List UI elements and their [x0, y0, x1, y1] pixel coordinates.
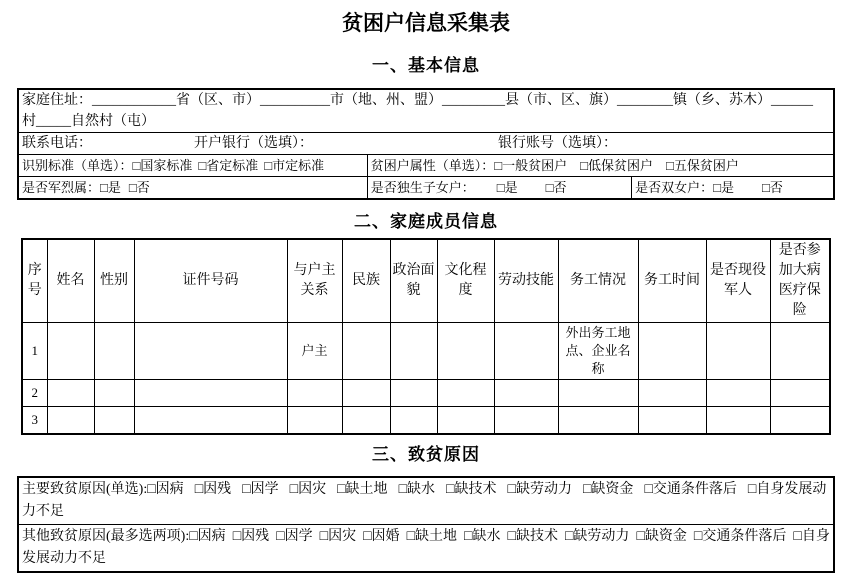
section-heading-basic: 一、基本信息 [372, 56, 480, 75]
household-attribute-cell [367, 155, 834, 177]
checkbox-option[interactable]: □缺技术 [446, 481, 497, 497]
two-daughter-label: 是否双女户： [635, 180, 714, 195]
checkbox-option[interactable]: □因病 [189, 528, 226, 544]
basic-info-table [17, 88, 835, 200]
poverty-causes-table [17, 476, 835, 573]
member-cell[interactable] [94, 380, 134, 407]
other-cause-label: 其他致贫原因(最多选两项): [22, 528, 190, 544]
checkbox-option[interactable]: □因灾 [289, 481, 327, 497]
bank-label: 开户银行（选填）： [194, 136, 313, 151]
member-cell[interactable] [558, 407, 638, 434]
checkbox-option[interactable]: □缺劳动力 [564, 528, 630, 544]
member-cell[interactable] [638, 323, 706, 380]
member-cell[interactable] [494, 323, 558, 380]
checkbox-option[interactable]: □省定标准 [198, 158, 259, 173]
member-header-cell: 是否现役军人 [706, 239, 770, 323]
member-header-cell: 序号 [22, 239, 47, 323]
checkbox-option[interactable]: □交通条件落后 [693, 528, 787, 544]
checkbox-option[interactable]: □缺水 [398, 481, 436, 497]
member-header-cell: 务工时间 [638, 239, 706, 323]
member-header-cell: 是否参加大病医疗保险 [770, 239, 830, 323]
member-header-cell: 民族 [342, 239, 390, 323]
member-header-cell: 性别 [94, 239, 134, 323]
section-heading-causes: 三、致贫原因 [372, 444, 480, 464]
member-cell[interactable] [134, 407, 287, 434]
checkbox-option[interactable]: □否 [128, 180, 150, 195]
checkbox-option[interactable]: □一般贫困户 [494, 158, 568, 173]
contact-field[interactable] [18, 133, 834, 155]
military-label: 是否军烈属： [22, 180, 101, 195]
member-row [22, 407, 830, 434]
member-header-cell: 劳动技能 [494, 239, 558, 323]
member-header-cell: 文化程度 [437, 239, 494, 323]
member-cell[interactable] [437, 323, 494, 380]
member-cell[interactable] [287, 380, 342, 407]
member-cell[interactable] [390, 407, 437, 434]
member-cell[interactable]: 户主 [287, 323, 342, 380]
phone-label: 联系电话： [22, 136, 92, 151]
checkbox-option[interactable]: □是 [100, 180, 121, 195]
family-members-table [21, 238, 831, 435]
member-cell[interactable] [390, 380, 437, 407]
member-cell[interactable] [342, 323, 390, 380]
other-cause-cell [18, 524, 834, 572]
checkbox-option[interactable]: □缺水 [464, 528, 501, 544]
checkbox-option[interactable]: □缺资金 [636, 528, 687, 544]
checkbox-option[interactable]: □自身发展动力不足 [22, 528, 830, 566]
checkbox-option[interactable]: □因病 [147, 481, 184, 497]
member-cell[interactable] [134, 380, 287, 407]
member-cell[interactable] [342, 407, 390, 434]
checkbox-option[interactable]: □因学 [242, 481, 279, 497]
member-header-cell: 姓名 [47, 239, 94, 323]
checkbox-option[interactable]: □交通条件落后 [644, 481, 737, 497]
member-cell[interactable] [94, 407, 134, 434]
member-cell[interactable] [558, 380, 638, 407]
checkbox-option[interactable]: □因学 [276, 528, 313, 544]
account-label: 银行账号（选填）： [498, 136, 617, 151]
checkbox-option[interactable]: □否 [545, 180, 567, 195]
member-row [22, 323, 830, 380]
member-cell[interactable] [770, 407, 830, 434]
member-cell[interactable]: 2 [22, 380, 47, 407]
member-cell[interactable] [494, 407, 558, 434]
member-header-cell: 与户主关系 [287, 239, 342, 323]
standard-row [18, 155, 834, 177]
main-cause-row [18, 477, 834, 525]
checkbox-option[interactable]: □因残 [232, 528, 270, 544]
checkbox-option[interactable]: □缺资金 [582, 481, 634, 497]
checkbox-option[interactable]: □是 [713, 180, 734, 195]
member-header-cell: 证件号码 [134, 239, 287, 323]
member-cell[interactable] [94, 323, 134, 380]
checkbox-option[interactable]: □是 [496, 180, 518, 195]
military-family-cell [18, 177, 367, 200]
member-cell[interactable] [47, 407, 94, 434]
member-cell[interactable] [390, 323, 437, 380]
member-cell[interactable] [706, 323, 770, 380]
member-header-cell: 政治面貌 [390, 239, 437, 323]
standard-label: 识别标准（单选）： [22, 158, 133, 173]
checkbox-option[interactable]: □因灾 [319, 528, 357, 544]
member-cell[interactable] [47, 323, 94, 380]
member-cell[interactable] [706, 380, 770, 407]
address-line-2: 村_____自然村（屯） [22, 114, 155, 129]
member-header-row [22, 239, 830, 323]
only-child-label: 是否独生子女户： [370, 180, 475, 195]
address-row [18, 89, 834, 133]
address-field[interactable] [18, 89, 834, 133]
member-cell[interactable] [342, 380, 390, 407]
member-cell[interactable]: 外出务工地点、企业名称 [558, 323, 638, 380]
checkbox-option[interactable]: □国家标准 [132, 158, 193, 173]
checkbox-option[interactable]: □五保贫困户 [665, 158, 739, 173]
checkbox-option[interactable]: □因残 [194, 481, 232, 497]
checkbox-option[interactable]: □因婚 [363, 528, 400, 544]
member-cell[interactable] [287, 407, 342, 434]
address-line-1: 家庭住址：____________省（区、市）__________市（地、州、盟）_________县（市、区、旗）________镇（乡、苏木）______ [22, 93, 813, 108]
member-cell[interactable] [638, 407, 706, 434]
checkbox-option[interactable]: □低保贫困户 [580, 158, 653, 173]
member-cell[interactable]: 1 [22, 323, 47, 380]
member-cell[interactable] [437, 407, 494, 434]
section-heading-members: 二、家庭成员信息 [354, 212, 498, 231]
main-cause-label: 主要致贫原因(单选): [22, 481, 148, 497]
member-cell[interactable] [770, 380, 830, 407]
form-page [17, 0, 835, 573]
checkbox-option[interactable]: □缺土地 [406, 528, 458, 544]
member-cell[interactable]: 3 [22, 407, 47, 434]
checkbox-option[interactable]: □市定标准 [264, 158, 325, 173]
checkbox-option[interactable]: □否 [761, 180, 783, 195]
identification-standard-cell [18, 155, 367, 177]
attribute-label: 贫困户属性（单选）： [370, 158, 495, 173]
status-row [18, 177, 834, 200]
checkbox-option[interactable]: □自身发展动力不足 [22, 481, 827, 519]
page-title: 贫困户信息采集表 [342, 11, 510, 35]
member-cell[interactable] [494, 380, 558, 407]
member-cell[interactable] [638, 380, 706, 407]
member-cell[interactable] [134, 323, 287, 380]
contact-row [18, 133, 834, 155]
checkbox-option[interactable]: □缺土地 [337, 481, 388, 497]
main-cause-cell [18, 477, 834, 525]
member-cell[interactable] [770, 323, 830, 380]
checkbox-option[interactable]: □缺劳动力 [507, 481, 572, 497]
member-cell[interactable] [437, 380, 494, 407]
member-cell[interactable] [706, 407, 770, 434]
member-header-cell: 务工情况 [558, 239, 638, 323]
other-cause-row [18, 524, 834, 572]
only-child-cell [367, 177, 631, 200]
checkbox-option[interactable]: □缺技术 [507, 528, 558, 544]
two-daughter-cell [632, 177, 834, 200]
member-row [22, 380, 830, 407]
member-cell[interactable] [47, 380, 94, 407]
